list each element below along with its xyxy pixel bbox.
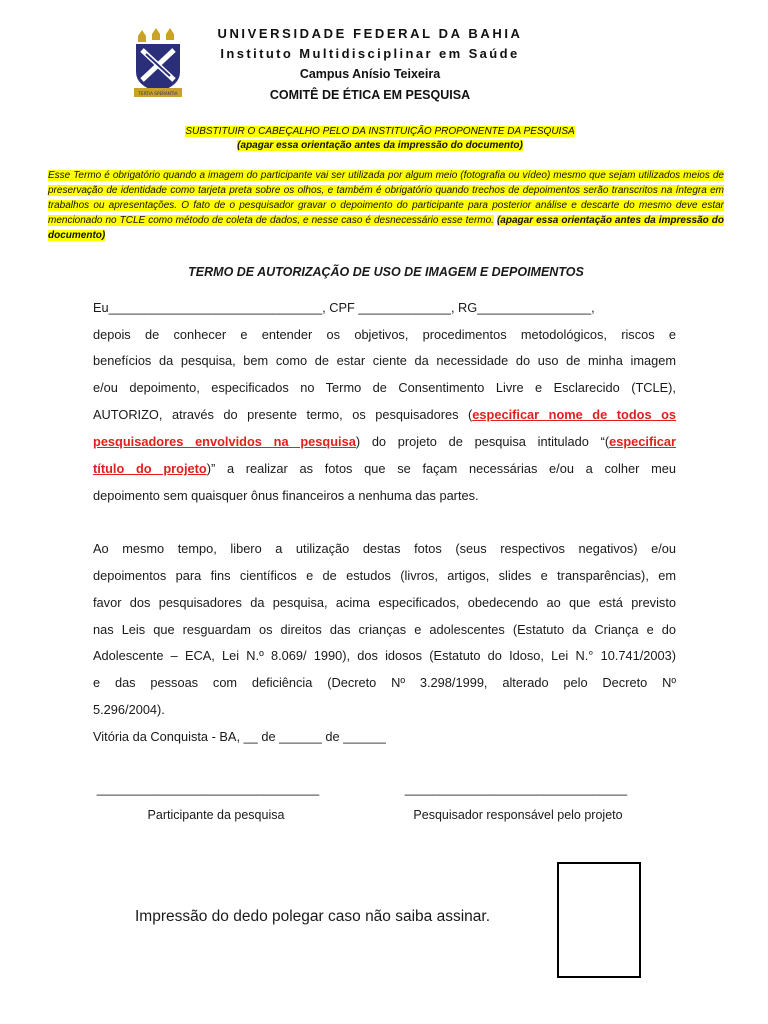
researcher-signature-line: ________________________________ xyxy=(404,782,628,796)
body-line: 5.296/2004). xyxy=(93,702,165,717)
body-line: depoimentos para fins científicos e de estudos (livros, artigos, slides e transparências), em xyxy=(93,568,676,583)
body-line: e/ou depoimento, especificados no Termo de Consentimento Livre e Esclarecido (TCLE), xyxy=(93,380,676,395)
participant-signature-line: ________________________________ xyxy=(96,782,320,796)
campus-name: Campus Anísio Teixeira xyxy=(299,67,441,81)
header-instruction: SUBSTITUIR O CABEÇALHO PELO DA INSTITUIÇÃO PROPONENTE DA PESQUISA xyxy=(185,126,575,137)
body-line: depois de conhecer e entender os objetivos, procedimentos metodológicos, riscos e xyxy=(93,327,676,342)
university-logo xyxy=(132,28,186,100)
thumbprint-instruction: Impressão do dedo polegar caso não saiba assinar. xyxy=(135,908,491,925)
body-line: AUTORIZO, através do presente termo, os pesquisadores (especificar nome de todos os xyxy=(93,407,677,422)
logo-motto: TERTIA SPERANTIA xyxy=(138,91,178,96)
researchers-placeholder-cont: pesquisadores envolvidos na pesquisa xyxy=(93,434,356,449)
institute-name: Instituto Multidisciplinar em Saúde xyxy=(220,46,520,61)
committee-name: COMITÊ DE ÉTICA EM PESQUISA xyxy=(269,88,471,102)
researchers-placeholder: especificar nome de todos os xyxy=(472,407,677,422)
warning-note: (apagar essa orientação antes da impressão do documento) xyxy=(48,215,724,241)
identification-line: Eu______________________________, CPF _____________, RG________________, xyxy=(93,300,595,315)
header-instruction-note: (apagar essa orientação antes da impressão do documento) xyxy=(237,140,523,151)
date-line: Vitória da Conquista - BA, __ de ______ de ______ xyxy=(93,729,386,744)
body-line: título do projeto)” a realizar as fotos que se façam necessárias e/ou a colher meu xyxy=(93,461,676,476)
researcher-label: Pesquisador responsável pelo projeto xyxy=(413,808,623,822)
document-title: TERMO DE AUTORIZAÇÃO DE USO DE IMAGEM E DEPOIMENTOS xyxy=(188,265,584,279)
body-line: Adolescente – ECA, Lei N.º 8.069/ 1990), dos idosos (Estatuto do Idoso, Lei N.° 10.741/2003) xyxy=(93,648,676,663)
usage-warning: Esse Termo é obrigatório quando a imagem do participante vai ser utilizada por algum meio (fotografia ou vídeo) mesmo que sejam utilizados meios de preservação de identidade como tarjeta preta sobre os olhos, e também é obrigatório quando trechos de depoimentos serão transcritos na íntegra em trabalhos ou apresentações. O fato de o pesquisador gravar o depoimento do participante para posterior análise e descarte do mesmo deve estar mencionado no TCLE como método de coleta de dados, e nesse caso é desnecessário esse termo. (apagar essa orientação antes da impressão do documento) xyxy=(48,170,724,241)
body-line: depoimento sem quaisquer ônus financeiros a nenhuma das partes. xyxy=(93,488,479,503)
body-line: Ao mesmo tempo, libero a utilização destas fotos (seus respectivos negativos) e/ou xyxy=(93,541,676,556)
thumbprint-box xyxy=(557,862,641,978)
body-line: nas Leis que resguardam os direitos das crianças e adolescentes (Estatuto da Criança e do xyxy=(93,622,676,637)
university-name: UNIVERSIDADE FEDERAL DA BAHIA xyxy=(217,26,523,41)
project-title-placeholder-cont: título do projeto xyxy=(93,461,207,476)
body-line: e das pessoas com deficiência (Decreto Nº 3.298/1999, alterado pelo Decreto Nº xyxy=(93,675,676,690)
body-line: pesquisadores envolvidos na pesquisa) do projeto de pesquisa intitulado “(especificar xyxy=(93,434,676,449)
participant-label: Participante da pesquisa xyxy=(147,808,285,822)
project-title-placeholder: especificar xyxy=(609,434,676,449)
body-line: benefícios da pesquisa, bem como de estar ciente da necessidade do uso de minha imagem xyxy=(93,353,676,368)
body-line: favor dos pesquisadores da pesquisa, acima especificados, obedecendo ao que está previsto xyxy=(93,595,676,610)
